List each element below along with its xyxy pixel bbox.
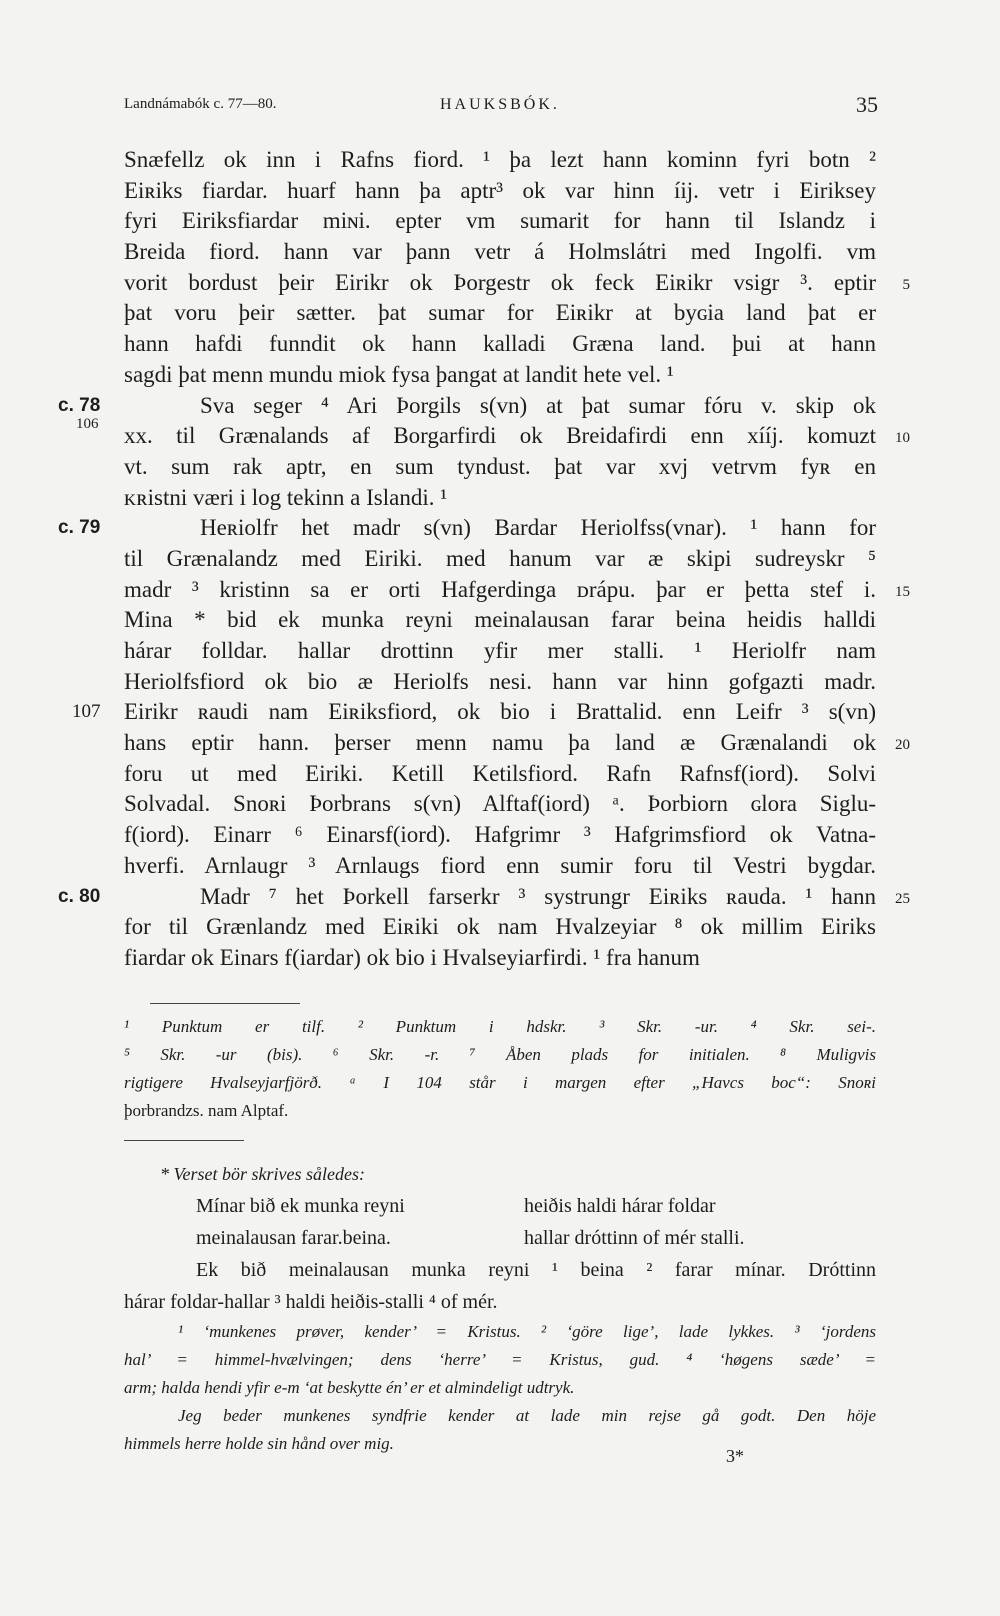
text-line-content: fiardar ok Einars f(iardar) ok bio i Hvalseyiarfirdi. ¹ fra hanum [124,944,700,970]
line-number: 5 [902,276,910,293]
text-line [124,759,876,790]
running-head [0,92,1000,122]
text-line-content: f(iord). Einarr ⁶ Einarsf(iord). Hafgrimr ³ Hafgrimsfiord ok Vatna- [124,822,876,848]
footnotes [124,1013,876,1125]
header-section-reference: Landnámabók c. 77—80. [124,96,277,112]
text-line-content: Heriolfsfiord ok bio æ Heriolfs nesi. hann var hinn gofgazti madr. [124,668,876,694]
text-line [124,943,876,974]
prose-order-line: Ek bið meinalausan munka reyni ¹ beina ² farar mínar. Dróttinn [196,1259,876,1281]
main-text [58,145,910,974]
text-line-content: xx. til Grænalands af Borgarfirdi ok Breidafirdi enn xííj. komuzt [124,423,876,449]
footnote-line: þorbrandzs. nam Alptaf. [124,1101,289,1120]
text-line [124,268,910,299]
text-line-content: Heʀiolfr het madr s(vn) Bardar Heriolfss(vnar). ¹ hann for [200,515,876,541]
prose-order-line: hárar foldar-hallar ³ haldi heiðis-stalli ⁴ of mér. [124,1291,498,1313]
text-line [58,391,876,422]
text-line [76,416,910,452]
text-line-content: Solvadal. Snoʀi Þorbrans s(vn) Alftaf(iord) ᵃ. Þorbiorn ɢlora Siglu- [124,791,876,817]
text-line-content: sagdi þat menn mundu miok fysa þangat at landit hete vel. ¹ [124,361,674,387]
verse-half-line: heiðis haldi hárar foldar [524,1195,716,1217]
text-line-content: Breida fiord. hann var þann vetr á Holmslátri med Ingolfi. vm [124,239,876,265]
text-line [58,882,910,913]
text-line [124,206,876,237]
text-line [124,483,876,514]
text-line [124,636,876,667]
text-line-content: hárar folldar. hallar drottinn yfir mer stalli. ¹ Heriolfr nam [124,638,876,663]
verse-half-line: Mínar bið ek munka reyni [196,1195,405,1217]
text-line-content: fyri Eiriksfiardar miɴi. epter vm sumarit for hann til Islandz i [124,208,876,234]
text-line-content: vorit bordust þeir Eirikr ok Þorgestr ok feck Eiʀikr vsigr ³. eptir [124,269,876,295]
footnote-line: ¹ Punktum er tilf. ² Punktum i hdskr. ³ Skr. -ur. ⁴ Skr. sei-. [124,1017,876,1036]
text-line [124,237,876,268]
chapter-label: c. 80 [58,885,101,907]
text-line [124,575,910,606]
text-line-content: madr ³ kristinn sa er orti Hafgerdinga ᴅrápu. þar er þetta stef i. [124,576,876,602]
text-line-content: ᴋʀistni væri i log tekinn a Islandi. ¹ [124,484,448,510]
text-line-content: hann hafdi funndit ok hann kalladi Græna land. þui at hann [124,331,876,357]
text-line [124,605,876,636]
gloss-line: ¹ ‘munkenes prøver, kender’ = Kristus. ² ‘göre lige’, lade lykkes. ³ ‘jordens [178,1322,876,1341]
text-line-content: hverfi. Arnlaugr ³ Arnlaugs fiord enn sumir foru til Vestri bygdar. [124,852,876,878]
footnote-divider [150,1003,300,1004]
chapter-label: c. 78 [58,394,101,416]
text-line [124,728,910,759]
text-line [124,544,876,575]
line-number: 15 [895,583,910,600]
signature-mark: 3* [726,1446,744,1466]
text-line-content: Snæfellz ok inn i Rafns fiord. ¹ þa lezt hann kominn fyri botn ² [124,147,876,172]
margin-reference: 106 [76,416,99,433]
verse-heading: * Verset bör skrives således: [160,1164,365,1184]
text-line [124,789,876,820]
verse-half-line: meinalausan farar.beina. [196,1227,391,1249]
text-line-content: vt. sum rak aptr, en sum tyndust. þat var xvj vetrvm fyʀ en [124,453,876,479]
text-line [72,697,876,728]
text-line [58,513,876,544]
verse-half-line: hallar dróttinn of mér stalli. [524,1227,745,1249]
text-line-content: þat voru þeir sætter. þat sumar for Eiʀikr at byɢia land þat er [124,300,876,326]
text-line [124,667,876,698]
margin-reference: 107 [72,701,101,723]
text-line [124,851,876,882]
text-line [124,912,876,943]
footnote-line: rigtigere Hvalseyjarfjörð. ᵃ I 104 står i margen efter „Havcs boc“: Snoʀi [124,1073,876,1092]
text-line-content: Eiʀiks fiardar. huarf hann þa aptr³ ok var hinn íij. vetr i Eiriksey [124,177,876,203]
text-line-content: til Grænalandz med Eiriki. med hanum var æ skipi sudreyskr ⁵ [124,545,876,571]
page-number: 35 [856,92,878,117]
chapter-label: c. 79 [58,517,101,539]
verse-row [124,1222,876,1254]
verse-row [124,1190,876,1222]
translation-line: himmels herre holde sin hånd over mig. [124,1434,394,1453]
gloss-line: arm; halda hendi yfir e-m ‘at beskytte én’ er et almindeligt udtryk. [124,1378,575,1397]
text-line-content: for til Grænlandz med Eiʀiki ok nam Hvalzeyiar ⁸ ok millim Eiriks [124,914,876,940]
text-line [124,452,876,483]
text-line [124,298,876,329]
header-title: HAUKSBÓK. [440,96,560,113]
line-number: 10 [895,430,910,447]
gloss-line: hal’ = himmel-hvælvingen; dens ‘herre’ = Kristus, gud. ⁴ ‘høgens sæde’ = [124,1350,876,1369]
text-line [124,145,876,176]
line-number: 25 [895,890,910,907]
text-line [124,820,876,851]
text-line [124,329,876,360]
footnote-line: ⁵ Skr. -ur (bis). ⁶ Skr. -r. ⁷ Åben plads for initialen. ⁸ Muligvis [124,1045,876,1064]
verse-divider [124,1140,244,1141]
translation-line: Jeg beder munkenes syndfrie kender at lade min rejse gå godt. Den höje [178,1406,876,1425]
line-number: 20 [895,737,910,754]
text-line-content: Mina * bid ek munka reyni meinalausan farar beina heidis halldi [124,607,876,633]
verse-note [124,1158,876,1458]
text-line-content: Eirikr ʀaudi nam Eiʀiksfiord, ok bio i Brattalid. enn Leifr ³ s(vn) [124,699,876,725]
text-line [124,360,876,391]
text-line-content: foru ut med Eiriki. Ketill Ketilsfiord. Rafn Rafnsf(iord). Solvi [124,760,876,786]
text-line-content: Sva seger ⁴ Ari Þorgils s(vn) at þat sumar fóru v. skip ok [200,392,876,418]
text-line [124,176,876,207]
text-line-content: hans eptir hann. þerser menn namu þa land æ Grænalandi ok [124,730,876,756]
text-line-content: Madr ⁷ het Þorkell farserkr ³ systrungr Eiʀiks ʀauda. ¹ hann [200,883,876,909]
